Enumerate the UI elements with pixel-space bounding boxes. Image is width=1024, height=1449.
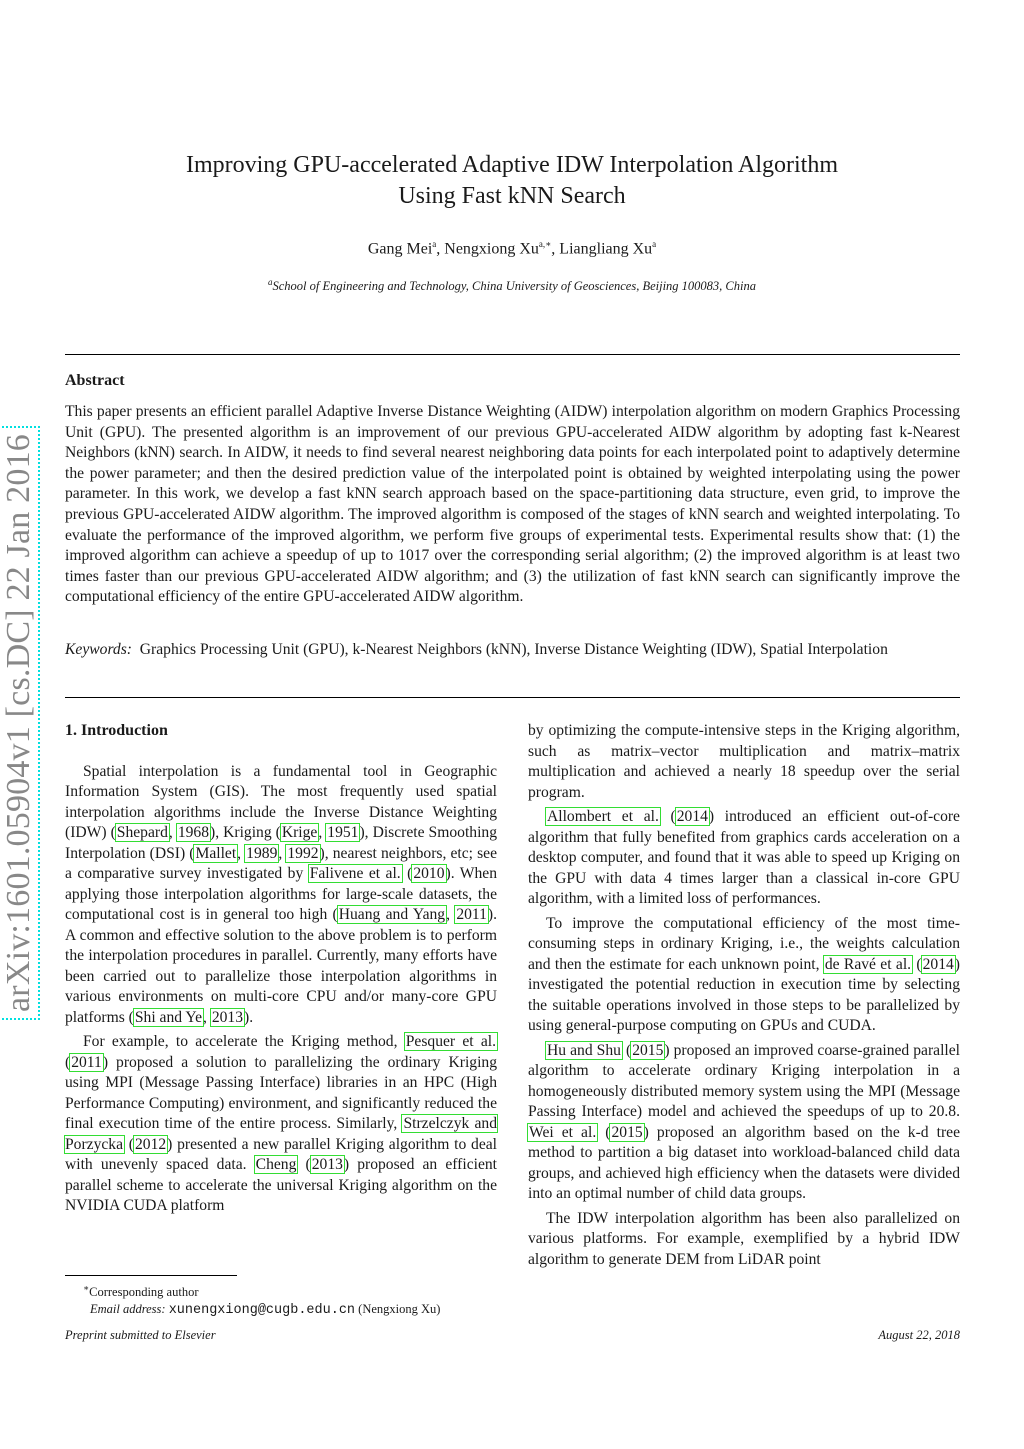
keywords-label: Keywords: (65, 641, 132, 658)
email-address[interactable]: xunengxiong@cugb.edu.cn (168, 1303, 356, 1319)
left-column (65, 721, 497, 1217)
citation-link[interactable]: Shepard (116, 824, 168, 841)
citation-link[interactable]: 2012 (134, 1135, 167, 1153)
citation-link[interactable]: Pesquer et al. (405, 1033, 496, 1050)
citation-link[interactable]: 2015 (632, 1041, 664, 1059)
citation-link[interactable]: 2014 (676, 808, 708, 825)
author-list: Gang Mei$^a$, Nengxiong $Xu^{a,∗}$, Liangliang Xu$^a$ (367, 239, 657, 258)
citation-link[interactable]: Mallet (195, 844, 237, 862)
title-line-2: Using Fast kNN Search (398, 183, 626, 209)
citation-link[interactable]: Hu and Shu (547, 1041, 621, 1059)
footnote-corresponding: ∗Corresponding author (83, 1283, 199, 1300)
author-1: Gang Mei (367, 240, 433, 258)
footer-venue: Preprint submitted to Elsevier (65, 1328, 216, 1342)
affiliation-sup: a (267, 277, 273, 287)
citation-link[interactable]: Krige (281, 824, 318, 841)
citation-link[interactable]: 1989 (246, 844, 278, 862)
author-2: Nengxiong Xu (444, 240, 539, 258)
author-2-sup: a,∗ (538, 239, 552, 249)
citation-link[interactable]: Huang and Yang (338, 906, 446, 923)
citation-link[interactable]: de Ravé et al. (824, 955, 912, 973)
citation-link[interactable]: 1992 (287, 844, 319, 862)
paragraph: Allombert et al. (2014) introduced an efficient out-of-core algorithm that fully benefited from graphics cards acceleration on a desktop computer, and found that it was able to speed up Kriging on the GPU with data 4 times larger than a classical in-core GPU algorithm, with a limited loss of performances. (528, 808, 960, 907)
paragraph: by optimizing the compute-intensive steps in the Kriging algorithm, such as matrix–vector multiplication and matrix–matrix multiplication and achieved a nearly 18 speedup over the serial program. (528, 722, 960, 801)
footnote-email: Email address: xunengxiong@cugb.edu.cn (Nengxiong Xu) (90, 1302, 441, 1319)
keywords (65, 640, 960, 661)
citation-link[interactable]: Allombert et al. (547, 808, 659, 825)
citation-link[interactable]: Strzelczyk and Porzycka (65, 1115, 497, 1153)
affiliation-text: School of Engineering and Technology, China University of Geosciences, Beijing 100083, China (272, 279, 756, 294)
abstract-heading: Abstract (65, 372, 125, 389)
footnote (65, 1280, 505, 1319)
citation-link[interactable]: 2011 (71, 1053, 102, 1071)
paragraph: The IDW interpolation algorithm has been also parallelized on various platforms. For example, exemplified by a hybrid IDW algorithm to generate DEM from LiDAR point (528, 1209, 960, 1268)
citation-link[interactable]: Wei et al. (529, 1123, 597, 1141)
citation-link[interactable]: Shi and Ye (134, 1008, 203, 1026)
paragraph: Spatial interpolation is a fundamental tool in Geographic Information System (GIS). The most frequently used spatial interpolation algorithms include the Inverse Distance Weighting (IDW) (Shepard, 1968), Kriging (Krige, 1951), Discrete Smoothing Interpolation (DSI) (Mallet, 1989, 1992), nearest neighbors, etc; see a comparative survey investigated by Falivene et al. (2010). When applying those interpolation algorithms for large-scale datasets, the computational cost is in general too high (Huang and Yang, 2011). A common and effective solution to the above problem is to perform the interpolation procedures in parallel. Currently, many efforts have been carried out to parallelize those interpolation algorithms in various environments on multi-core CPU and/or many-core GPU platforms (Shi and Ye, 2013). (65, 762, 498, 1026)
citation-link[interactable]: 2010 (413, 865, 445, 882)
footnote-divider (65, 1275, 237, 1276)
paragraph: To improve the computational efficiency of the most time-consuming steps in ordinary Kriging, i.e., the weights calculation and then the estimate for each unknown point, de Ravé et al. (2014) investigated the potential reduction in execution time by selecting the suitable operations involved in those steps to be parallelized by using general-purpose computing on GPUs and CUDA. (528, 914, 960, 1034)
bottom-divider (65, 697, 960, 698)
citation-link[interactable]: 2011 (456, 906, 487, 923)
footer-date: August 22, 2018 (878, 1328, 960, 1342)
citation-link[interactable]: 2013 (311, 1156, 343, 1173)
citation-link[interactable]: 2014 (922, 955, 954, 973)
paragraph: For example, to accelerate the Kriging method, Pesquer et al. (2011) proposed a solution to parallelizing the ordinary Kriging using MPI (Message Passing Interface) libraries in an HPC (High Performance Computing) environment, and significantly reduced the final execution time of the entire process. Similarly, Strzelczyk and Porzycka (2012) presented a new parallel Kriging algorithm to deal with unevenly spaced data. Cheng (2013) proposed an efficient parallel scheme to accelerate the universal Kriging algorithm on the NVIDIA CUDA platform (65, 1033, 498, 1214)
citation-link[interactable]: 2015 (611, 1123, 643, 1141)
citation-link[interactable]: Cheng (255, 1156, 297, 1173)
affiliation (0, 277, 1024, 294)
abstract-body: This paper presents an efficient parallel Adaptive Inverse Distance Weighting (AIDW) interpolation algorithm on modern Graphics Processing Unit (GPU). The presented algorithm is an improvement of our previous GPU-accelerated AIDW algorithm by adopting fast k-Nearest Neighbors (kNN) search. In AIDW, it needs to find several nearest neighboring data points for each interpolated point to adaptively determine the power parameter; and then the desired prediction value of the interpolated point is obtained by weighted interpolating using the power parameter. In this work, we develop a fast kNN search approach based on the space-partitioning data structure, even grid, to improve the previous GPU-accelerated AIDW algorithm. The improved algorithm is composed of the stages of kNN search and weighted interpolating. To evaluate the performance of the improved algorithm, we perform five groups of experimental tests. Experimental results show that: (1) the improved algorithm can achieve a speedup of up to 1017 over the corresponding serial algorithm; (2) the improved algorithm is at least two times faster than our previous GPU-accelerated AIDW algorithm; and (3) the utilization of fast kNN search can significantly improve the computational efficiency of the entire GPU-accelerated AIDW algorithm. (65, 403, 960, 606)
citation-link[interactable]: 2013 (211, 1008, 243, 1026)
paragraph: Hu and Shu (2015) proposed an improved coarse-grained parallel algorithm to accelerate ordinary Kriging interpolation in a homogeneously distributed memory system using the MPI (Message Passing Interface) model and achieved the speedups of up to 20.8. Wei et al. (2015) proposed an algorithm based on the k-d tree method to partition a big dataset into workload-balanced child data groups, and achieved high efficiency when the datasets were divided into an optimal number of child data groups. (528, 1041, 961, 1202)
citation-link[interactable]: Falivene et al. (309, 865, 401, 882)
author-3: Liangliang Xu (559, 240, 653, 258)
title-line-1: Improving GPU-accelerated Adaptive IDW Interpolation Algorithm (185, 152, 839, 178)
arxiv-stamp-text[interactable]: arXiv:1601.05904v1 [cs.DC] 22 Jan 2016 (0, 426, 40, 1020)
keywords-text: Graphics Processing Unit (GPU), k-Nearest Neighbors (kNN), Inverse Distance Weighting (IDW), Spatial Interpolation (139, 641, 888, 658)
author-3-sup: a (652, 239, 657, 249)
right-column (528, 721, 960, 1270)
top-divider (65, 354, 960, 355)
citation-link[interactable]: 1951 (327, 824, 359, 841)
section-heading-introduction: 1. Introduction (65, 722, 168, 739)
citation-link[interactable]: 1968 (177, 824, 209, 841)
paper-title (0, 150, 1024, 212)
author-1-sup: a (432, 239, 437, 249)
